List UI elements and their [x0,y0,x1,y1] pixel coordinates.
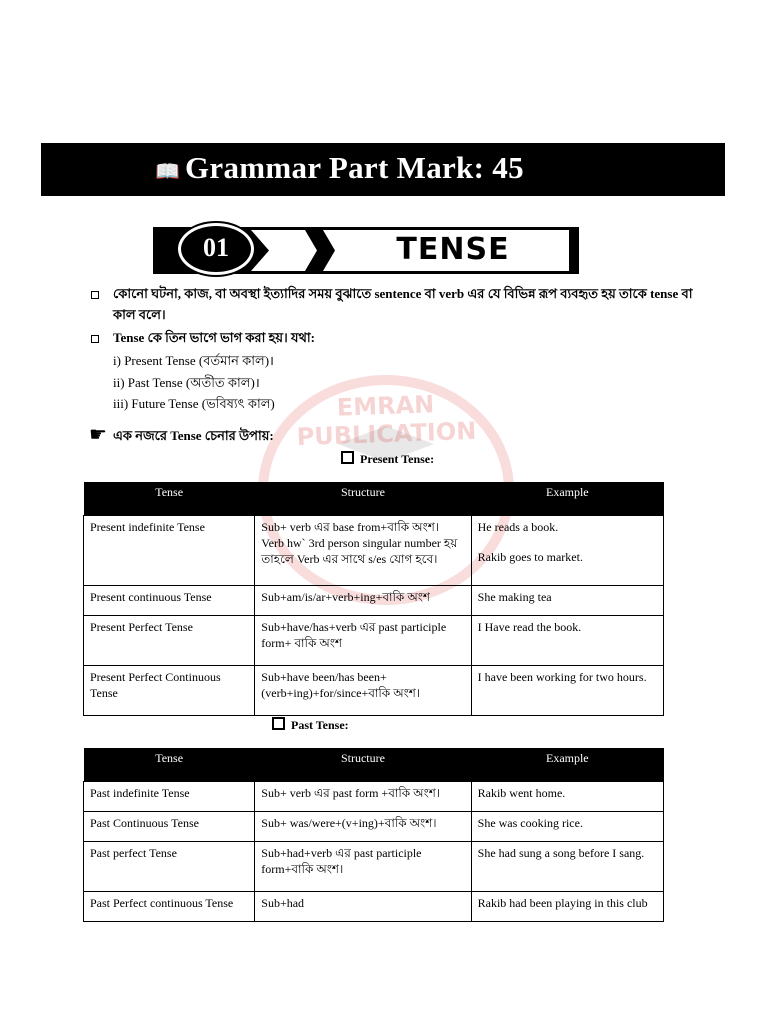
page-header [41,143,725,196]
column-header-example: Example [471,748,663,782]
column-header-example: Example [471,482,663,516]
cell-example: She was cooking rice. [471,812,663,842]
cell-tense: Past perfect Tense [84,842,255,892]
identify-heading: এক নজরে Tense চেনার উপায়: [113,428,274,443]
past-tense-heading [272,717,349,733]
checkbox-bullet-icon [341,451,354,464]
table-row [84,812,664,842]
book-icon: 📖 [155,161,180,183]
pointing-hand-icon: ☛ [89,424,107,446]
example-line: Rakib goes to market. [477,550,583,564]
cell-example: Rakib went home. [471,782,663,812]
present-tense-heading-label: Present Tense: [360,452,435,466]
cell-tense: Present Perfect Continuous Tense [84,666,255,716]
table-header-row [84,482,664,516]
cell-example: She making tea [471,586,663,616]
cell-structure: Sub+had [255,892,471,922]
table-row [84,782,664,812]
tense-definition-cont: কাল বলে। [113,307,166,322]
column-header-tense: Tense [84,482,255,516]
cell-example [471,516,663,586]
present-tense-table [83,482,664,716]
cell-structure: Sub+have been/has been+(verb+ing)+for/since+বাকি অংশ। [255,666,471,716]
chapter-number: 01 [203,233,229,262]
column-header-tense: Tense [84,748,255,782]
tense-division: Tense কে তিন ভাগে ভাগ করা হয়। যথা: [113,330,315,345]
example-line: He reads a book. [477,520,559,534]
table-row [84,516,664,586]
chapter-banner [153,227,579,274]
cell-structure: Sub+ was/were+(v+ing)+বাকি অংশ। [255,812,471,842]
table-row [84,892,664,922]
tense-type-present: i) Present Tense (বর্তমান কাল)। [113,353,274,368]
cell-structure: Sub+ verb এর past form +বাকি অংশ। [255,782,471,812]
cell-tense: Present indefinite Tense [84,516,255,586]
present-tense-heading [341,451,434,467]
tense-type-future: iii) Future Tense (ভবিষ্যৎ কাল) [113,396,275,411]
cell-tense: Past Continuous Tense [84,812,255,842]
column-header-structure: Structure [255,748,471,782]
cell-structure: Sub+am/is/ar+verb+ing+বাকি অংশ [255,586,471,616]
column-header-structure: Structure [255,482,471,516]
cell-example: I have been working for two hours. [471,666,663,716]
cell-example: I Have read the book. [471,616,663,666]
table-row [84,586,664,616]
watermark-text: EMRAN PUBLICATION [296,390,477,452]
table-row [84,666,664,716]
cell-structure: Sub+have/has+verb এর past participle form+ বাকি অংশ [255,616,471,666]
cell-tense: Past Perfect continuous Tense [84,892,255,922]
tense-type-past: ii) Past Tense (অতীত কাল)। [113,375,260,390]
cell-structure: Sub+had+verb এর past participle form+বাকি অংশ। [255,842,471,892]
cell-tense: Present continuous Tense [84,586,255,616]
table-row [84,842,664,892]
checkbox-bullet-icon [91,291,99,299]
cell-structure: Sub+ verb এর base from+বাকি অংশ। Verb hw` 3rd person singular number হয় তাহলে Verb এর সাথে s/es যোগ হবে। [255,516,471,586]
past-tense-table [83,748,664,922]
checkbox-bullet-icon [272,717,285,730]
chapter-title: TENSE [396,232,510,267]
table-row [84,616,664,666]
cell-example: She had sung a song before I sang. [471,842,663,892]
page-title: Grammar Part Mark: 45 [185,150,524,185]
tense-definition: কোনো ঘটনা, কাজ, বা অবস্থা ইত্যাদির সময় বুঝাতে sentence বা verb এর যে বিভিন্ন রূপ ব্যবহৃত হয় তাকে tense বা [113,286,693,301]
cell-tense: Past indefinite Tense [84,782,255,812]
checkbox-bullet-icon [91,335,99,343]
past-tense-heading-label: Past Tense: [291,718,349,732]
cell-example: Rakib had been playing in this club [471,892,663,922]
cell-tense: Present Perfect Tense [84,616,255,666]
table-header-row [84,748,664,782]
